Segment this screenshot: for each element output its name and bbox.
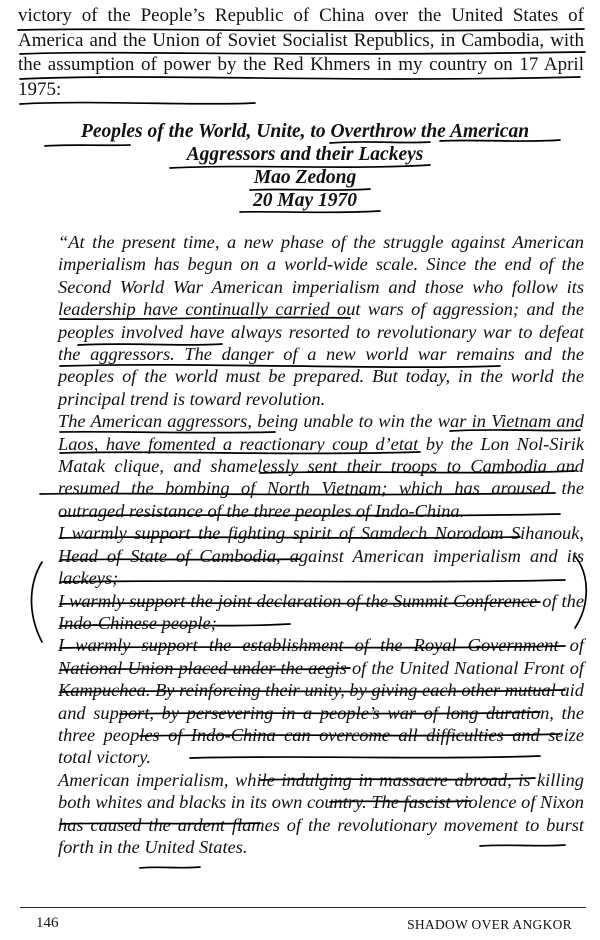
heading-line-2: Aggressors and their Lackeys <box>186 144 424 165</box>
ink-bracket <box>32 562 43 642</box>
quote-paragraph-6: American imperialism, while indulging in massacre abroad, is killing both whites and blacks in its own country. The fascist violence of Nixon has caused the ardent flames of the revolutionary movement to burst forth in the United States. <box>58 769 584 857</box>
quote-paragraph-2: The American aggressors, being unable to win the war in Vietnam and Laos, have fomented a reactionary coup d’etat by the Lon Nol-Sirik Matak clique, and shamelessly sent their troops to Cambodia and resumed the bombing of North Vietnam; which has aroused the outraged resistance of the three peoples of Indo-China. <box>58 411 584 521</box>
section-heading <box>40 120 570 212</box>
intro-text: victory of the People’s Republic of China over the United States of America and the Union of Soviet Socialist Republics, in Cambodia, with the assumption of power by the Red Khmers in my country on 17 April 1975: <box>18 5 584 100</box>
ink-underline <box>140 867 200 868</box>
page-number: 146 <box>36 915 59 931</box>
quote-paragraph-5: I warmly support the establishment of the Royal Government of National Union placed under the aegis of the United National Front of Kampuchea. By reinforcing their unity, by giving each other mutual aid and support, by persevering in a people’s war of long duration, the three peoples of Indo-China can overcome all difficulties and seize total victory. <box>58 635 584 768</box>
heading-author: Mao Zedong <box>253 167 357 188</box>
quote-paragraph-1: “At the present time, a new phase of the struggle against American imperialism has begun on a world-wide scale. Since the end of the Second World War American imperialism and those who follow its leadership have continually carried out wars of aggression; and the peoples involved have always resorted to revolutionary war to defeat the aggressors. The danger of a new world war remains and the peoples of the world must be prepared. But today, in the world the principal trend is toward revolution. <box>58 232 584 409</box>
intro-paragraph <box>18 4 584 102</box>
footer-rule <box>20 907 586 908</box>
ink-underline <box>20 103 255 104</box>
running-title: SHADOW OVER ANGKOR <box>407 917 572 932</box>
heading-date: 20 May 1970 <box>253 190 357 211</box>
quote-paragraph-3: I warmly support the fighting spirit of Samdech Norodom Sihanouk, Head of State of Cambodia, against American imperialism and its lackeys; <box>58 523 584 589</box>
quoted-statement <box>58 231 584 858</box>
heading-line-1: Peoples of the World, Unite, to Overthrow the American <box>80 121 530 142</box>
quote-paragraph-4: I warmly support the joint declaration of the Summit Conference of the Indo-Chinese people; <box>58 590 584 633</box>
